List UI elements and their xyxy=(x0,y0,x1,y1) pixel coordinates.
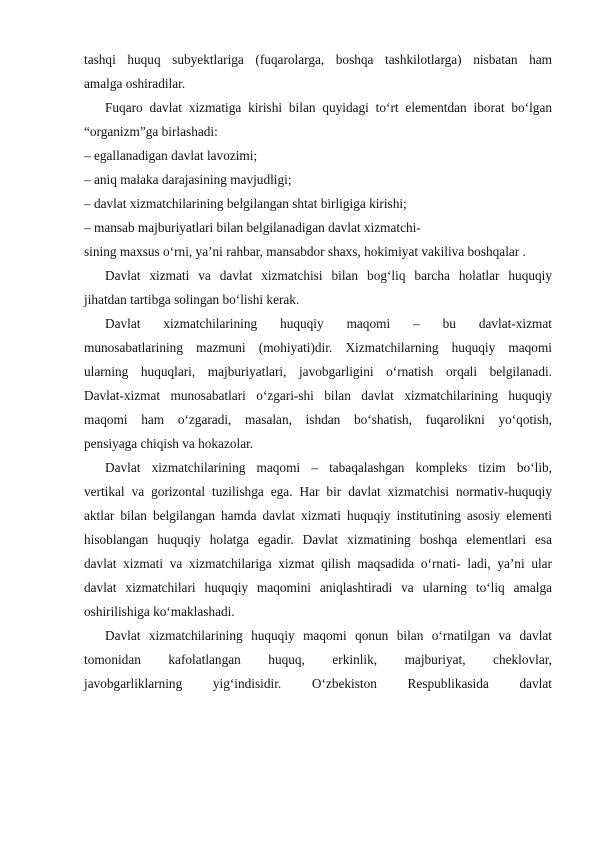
text-line: amalga oshiradilar. xyxy=(84,76,186,91)
text-line: munosabatlarining mazmuni (mohiyati)dir. Xizmatchilarning huquqiy maqomi xyxy=(84,340,552,355)
word: maqomi xyxy=(346,316,391,331)
word: kafolatlangan xyxy=(168,652,241,667)
text-line-spread xyxy=(84,648,552,672)
word: davlat xyxy=(519,676,552,691)
word: yig‘indisidir. xyxy=(212,676,282,691)
text-line: “organizm”ga birlashadi: xyxy=(84,124,218,139)
paragraph-6 xyxy=(84,624,552,696)
text-line: hisoblangan huquqiy holatga egadir. Davlat xizmatining boshqa elementlari esa xyxy=(84,532,552,547)
word: huquqiy xyxy=(280,316,324,331)
text-line: pensiyaga chiqish va hokazolar. xyxy=(84,436,254,451)
paragraph-2 xyxy=(84,96,552,144)
paragraph-1 xyxy=(84,48,552,96)
text-line-spread xyxy=(84,672,552,696)
list-item: – aniq malaka darajasining mavjudligi; xyxy=(84,172,292,187)
text-line: Davlat-xizmat munosabatlari o‘zgari-shi bilan davlat xizmatchilarining huquqiy xyxy=(84,388,552,403)
word: O‘zbekiston xyxy=(311,676,377,691)
text-line: tashqi huquq subyektlariga (fuqarolarga, boshqa tashkilotlarga) nisbatan ham xyxy=(84,52,552,67)
text-line: Davlat xizmati va davlat xizmatchisi bilan bog‘liq barcha holatlar huquqiy xyxy=(105,268,552,283)
text-line: Davlat xizmatchilarining maqomi – tabaqalashgan kompleks tizim bo‘lib, xyxy=(105,460,552,475)
list-item: – mansab majburiyatlari bilan belgilanadigan davlat xizmatchi- xyxy=(84,220,421,235)
document-page xyxy=(84,48,552,696)
text-line: jihatdan tartibga solingan bo‘lishi kerak. xyxy=(84,292,300,307)
list-item: – davlat xizmatchilarining belgilangan shtat birligiga kirishi; xyxy=(84,196,407,211)
list-item-continuation: sining maxsus o‘rni, ya’ni rahbar, mansabdor shaxs, hokimiyat vakiliva boshqalar . xyxy=(84,244,526,259)
word: Davlat xyxy=(105,316,141,331)
paragraph-3 xyxy=(84,264,552,312)
word: xizmatchilarining xyxy=(163,316,258,331)
paragraph-5 xyxy=(84,456,552,624)
text-line: Davlat xizmatchilarining huquqiy maqomi qonun bilan o‘rnatilgan va davlat xyxy=(105,628,552,643)
text-line: ularning huquqlari, majburiyatlari, javobgarligini o‘rnatish orqali belgilanadi. xyxy=(84,364,552,379)
text-line: Fuqaro davlat xizmatiga kirishi bilan quyidagi to‘rt elementdan iborat bo‘lgan xyxy=(105,100,552,115)
text-line: vertikal va gorizontal tuzilishga ega. Har bir davlat xizmatchisi normativ-huquqiy xyxy=(84,484,552,499)
text-line: aktlar bilan belgilangan hamda davlat xizmati huquqiy institutining asosiy elementi xyxy=(84,508,552,523)
word: javobgarliklarning xyxy=(84,676,183,691)
list xyxy=(84,144,552,264)
text-line: davlat xizmati va xizmatchilariga xizmat qilish maqsadida o‘rnati- ladi, ya’ni ular xyxy=(84,556,552,571)
text-line: oshirilishiga ko‘maklashadi. xyxy=(84,604,235,619)
text-line: maqomi ham o‘zgaradi, masalan, ishdan bo‘shatish, fuqarolikni yo‘qotish, xyxy=(84,412,552,427)
word: cheklovlar, xyxy=(493,652,552,667)
word: majburiyat, xyxy=(404,652,466,667)
word: erkinlik, xyxy=(332,652,378,667)
word: bu xyxy=(442,316,456,331)
word: davlat-xizmat xyxy=(478,316,552,331)
paragraph-4 xyxy=(84,312,552,456)
word: – xyxy=(413,316,420,331)
word: Respublikasida xyxy=(407,676,489,691)
text-line-spread xyxy=(84,312,552,336)
word: huquq, xyxy=(268,652,305,667)
list-item: – egallanadigan davlat lavozimi; xyxy=(84,148,258,163)
word: tomonidan xyxy=(84,652,141,667)
text-line: davlat xizmatchilari huquqiy maqomini aniqlashtiradi va ularning to‘liq amalga xyxy=(84,580,552,595)
